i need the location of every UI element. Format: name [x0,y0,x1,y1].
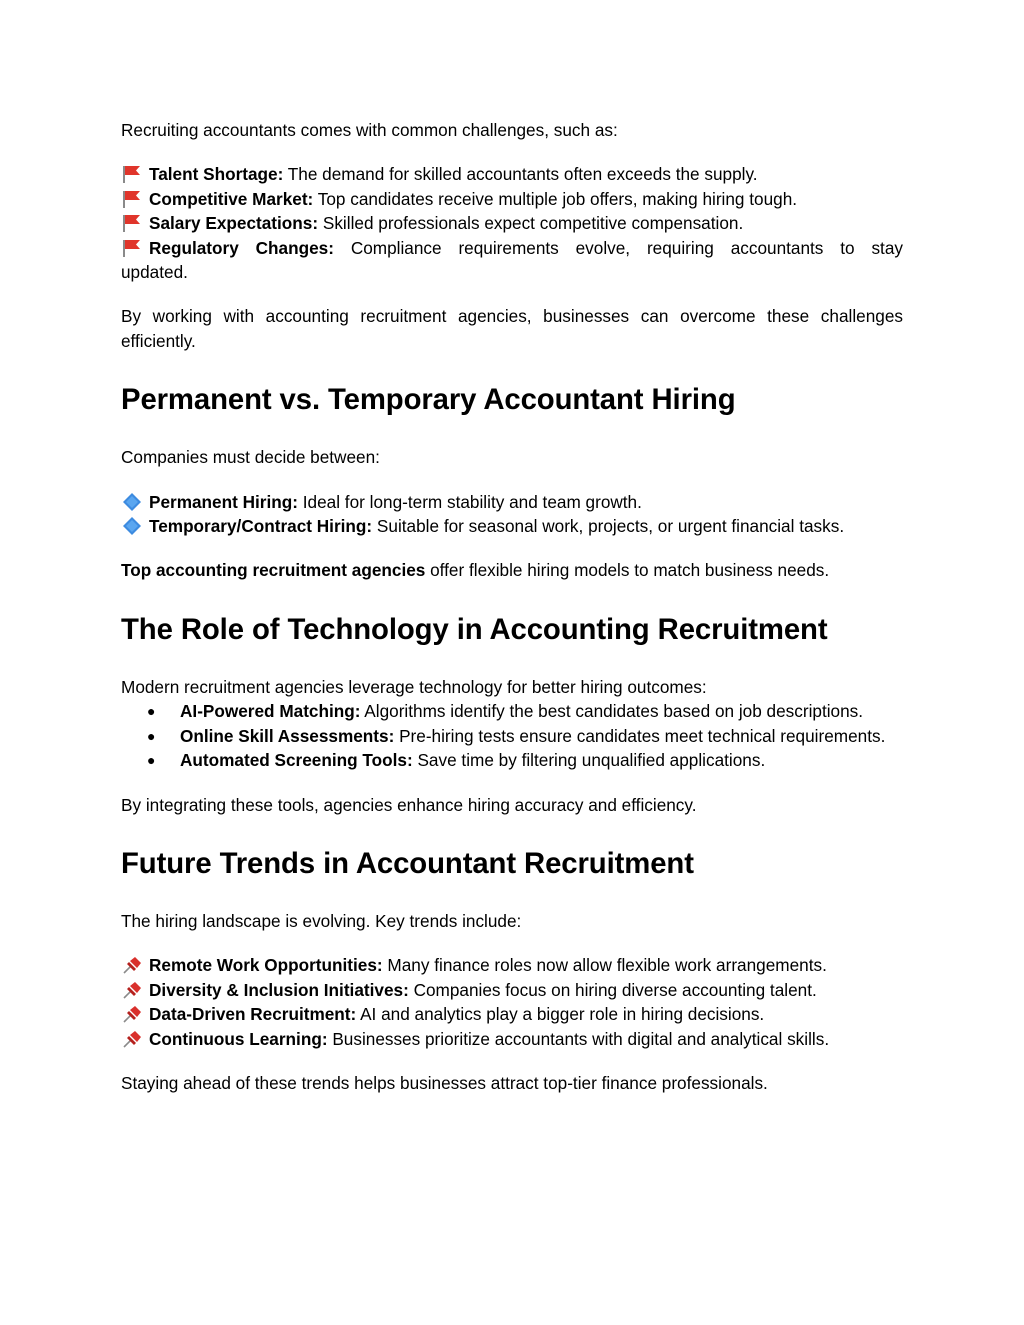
trend-item [121,1002,903,1026]
tech-label: Online Skill Assessments: [180,725,395,746]
red-flag-icon [121,214,143,232]
bullet-icon: ● [147,703,156,720]
pushpin-icon [121,1030,143,1048]
outro-text: offer flexible hiring models to match business needs. [425,560,830,581]
section-heading-hiring-types: Permanent vs. Temporary Accountant Hiring [121,383,736,417]
blue-diamond-icon [121,493,143,511]
hiring-type-label: Permanent Hiring: [149,491,298,512]
trend-label: Data-Driven Recruitment: [149,1004,357,1025]
tech-text: Save time by filtering unqualified applications. [412,750,766,771]
trend-item [121,1027,903,1051]
hiring-type-item [121,490,903,514]
challenge-item [121,187,903,211]
challenge-text: Top candidates receive multiple job offers, making hiring tough. [313,188,798,209]
pushpin-icon [121,1005,143,1023]
challenge-label: Competitive Market: [149,188,314,209]
technology-outro: By integrating these tools, agencies enhance hiring accuracy and efficiency. [121,794,697,815]
technology-list [121,699,903,772]
hiring-type-text: Ideal for long-term stability and team growth. [297,491,642,512]
red-flag-icon [121,165,143,183]
trend-text: Companies focus on hiring diverse accounting talent. [408,979,817,1000]
tech-text: Algorithms identify the best candidates based on job descriptions. [360,701,864,722]
pushpin-icon [121,981,143,999]
trend-label: Remote Work Opportunities: [149,955,383,976]
challenges-intro: Recruiting accountants comes with common challenges, such as: [121,120,618,140]
tech-text: Pre-hiring tests ensure candidates meet technical requirements. [394,725,886,746]
tech-label: Automated Screening Tools: [180,750,413,771]
hiring-type-label: Temporary/Contract Hiring: [149,516,373,537]
challenge-item [121,236,903,285]
section-intro: The hiring landscape is evolving. Key trends include: [121,910,522,931]
trends-list [121,953,903,1051]
challenge-text: The demand for skilled accountants often exceeds the supply. [283,164,758,185]
trend-item [121,978,903,1002]
bullet-icon: ● [147,727,156,744]
list-item [147,748,903,772]
list-item [147,724,903,748]
list-item [147,699,903,723]
challenges-list [121,162,903,284]
challenge-label: Talent Shortage: [149,164,284,185]
red-flag-icon [121,239,143,257]
challenge-item [121,162,903,186]
trend-item [121,953,903,977]
hiring-types-list [121,490,903,539]
outro-bold: Top accounting recruitment agencies [121,560,426,581]
challenge-item [121,211,903,235]
hiring-types-outro [121,558,903,582]
tech-label: AI-Powered Matching: [180,701,361,722]
challenge-text: Compliance requirements evolve, requiring accountants to stay updated. [121,237,903,283]
blue-diamond-icon [121,517,143,535]
challenge-label: Regulatory Changes: [149,237,334,258]
section-intro: Companies must decide between: [121,447,380,468]
challenge-label: Salary Expectations: [149,213,319,234]
bullet-icon: ● [147,752,156,769]
challenges-outro: By working with accounting recruitment agencies, businesses can overcome these challenges efficiently. [121,306,903,351]
trends-outro: Staying ahead of these trends helps businesses attract top-tier finance professionals. [121,1072,768,1093]
red-flag-icon [121,190,143,208]
trend-label: Diversity & Inclusion Initiatives: [149,979,409,1000]
hiring-type-item [121,514,903,538]
trend-text: Businesses prioritize accountants with digital and analytical skills. [327,1028,830,1049]
trend-label: Continuous Learning: [149,1028,328,1049]
trend-text: Many finance roles now allow flexible work arrangements. [382,955,827,976]
challenge-text: Skilled professionals expect competitive compensation. [318,213,744,234]
section-intro: Modern recruitment agencies leverage technology for better hiring outcomes: [121,676,707,697]
section-heading-future-trends: Future Trends in Accountant Recruitment [121,846,694,880]
section-heading-technology: The Role of Technology in Accounting Recruitment [121,612,828,646]
pushpin-icon [121,956,143,974]
trend-text: AI and analytics play a bigger role in hiring decisions. [356,1004,765,1025]
hiring-type-text: Suitable for seasonal work, projects, or urgent financial tasks. [372,516,845,537]
